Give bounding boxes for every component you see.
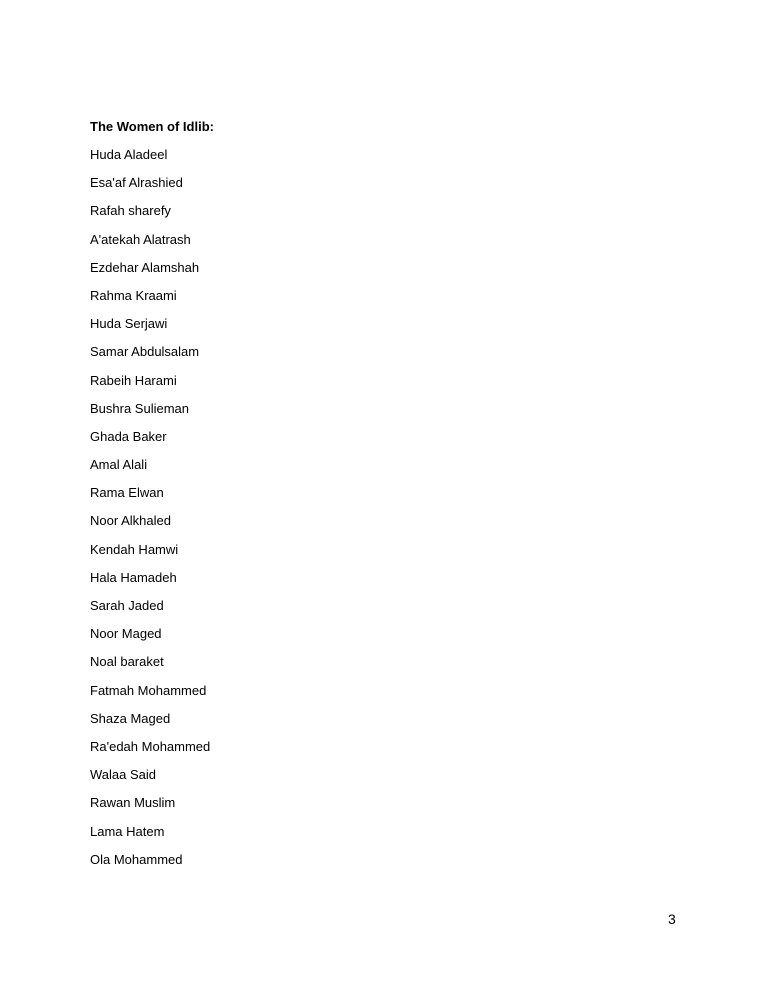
name-list-item: Sarah Jaded	[90, 598, 164, 613]
name-list-item: A'atekah Alatrash	[90, 231, 191, 247]
name-list-item: Bushra Sulieman	[90, 400, 189, 416]
name-list-item: Rawan Muslim	[90, 795, 176, 811]
name-list-item: Rama Elwan	[90, 485, 164, 501]
section-heading: The Women of Idlib:	[90, 119, 214, 134]
name-list-item: Esa'af Alrashied	[90, 175, 183, 191]
name-list-item: Kendah Hamwi	[90, 541, 179, 557]
name-list-item: Fatmah Mohammed	[90, 682, 207, 698]
name-list-item: Walaa Said	[90, 767, 156, 783]
name-list-item: Rafah sharefy	[90, 203, 171, 219]
name-list-item: Ra'edah Mohammed	[90, 738, 211, 754]
name-list-item: Ola Mohammed	[90, 851, 183, 867]
name-list-item: Huda Serjawi	[90, 316, 168, 332]
name-list-item: Lama Hatem	[90, 823, 165, 839]
name-list-item: Ghada Baker	[90, 428, 167, 444]
name-list-item: Ezdehar Alamshah	[90, 259, 200, 275]
name-list-item: Shaza Maged	[90, 710, 171, 726]
page-number: 3	[668, 911, 676, 927]
name-list-item: Samar Abdulsalam	[90, 344, 200, 360]
name-list-item: Hala Hamadeh	[90, 569, 177, 585]
names-list	[90, 147, 210, 880]
name-list-item: Rabeih Harami	[90, 372, 177, 388]
name-list-item: Rahma Kraami	[90, 287, 177, 303]
name-list-item: Amal Alali	[90, 457, 148, 473]
name-list-item: Noor Alkhaled	[90, 513, 171, 529]
name-list-item: Noal baraket	[90, 654, 164, 670]
name-list-item: Huda Aladeel	[90, 147, 168, 162]
name-list-item: Noor Maged	[90, 626, 162, 642]
